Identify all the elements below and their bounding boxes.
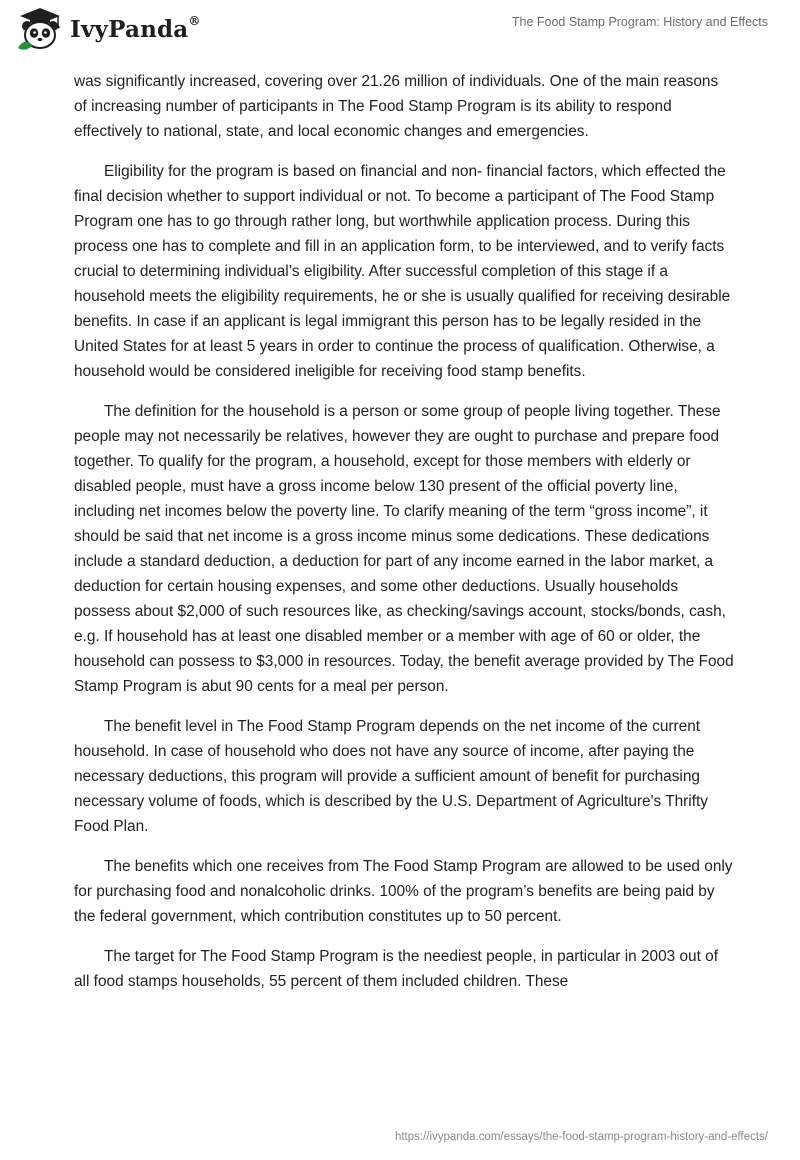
paragraph: Eligibility for the program is based on financial and non- financial factors, which effected the final decision whether to support individual or not. To become a participant of The Food Stamp Program one has to go through rather long, but worthwhile application process. During this process one has to complete and fill in an application form, to be interviewed, and to verify facts crucial to determining individual’s eligibility. After successful completion of this stage if a household meets the eligibility requirements, he or she is usually qualified for receiving desirable benefits. In case if an applicant is legal immigrant this person has to be legally resided in the United States for at least 5 years in order to continue the process of qualification. Otherwise, a household would be considered ineligible for receiving food stamp benefits. (74, 163, 731, 380)
paragraph: The benefit level in The Food Stamp Program depends on the net income of the current household. In case of household who does not have any source of income, after paying the necessary deductions, this program will provide a sufficient amount of benefit for purchasing necessary volume of foods, which is described by the U.S. Department of Agriculture's Thrifty Food Plan. (74, 718, 708, 835)
paragraph: The definition for the household is a person or some group of people living together. These people may not necessarily be relatives, however they are ought to purchase and prepare food together. To qualify for the program, a household, except for those members with elderly or disabled people, must have a gross income below 130 present of the official poverty line, including net incomes below the poverty line. To clarify meaning of the term “gross income”, it should be said that net income is a gross income minus some dedications. These dedications include a standard deduction, a deduction for part of any income earned in the labor market, a deduction for certain housing expenses, and some other deductions. Usually households possess about $2,000 of such resources like, as checking/savings account, stocks/bonds, cash, e.g. If household has at least one disabled member or a member with age of 60 or older, the household can possess to $3,000 in resources. Today, the benefit average provided by The Food Stamp Program is abut 90 cents for a meal per person. (74, 403, 734, 695)
document-title: The Food Stamp Program: History and Effects (511, 15, 768, 29)
essay-body (74, 69, 734, 1009)
paragraph: The benefits which one receives from The Food Stamp Program are allowed to be used only for purchasing food and nonalcoholic drinks. 100% of the program’s benefits are being paid by the federal government, which contribution constitutes up to 50 percent. (74, 858, 733, 925)
brand-name: IvyPanda® (70, 13, 201, 43)
panda-graduate-icon (16, 6, 64, 52)
paragraph: The target for The Food Stamp Program is the neediest people, in particular in 2003 out of all food stamps households, 55 percent of them included children. These (74, 948, 718, 990)
source-url[interactable]: https://ivypanda.com/essays/the-food-stamp-program-history-and-effects/ (394, 1131, 768, 1143)
registered-mark: ® (188, 13, 201, 28)
paragraph: was significantly increased, covering over 21.26 million of individuals. One of the main reasons of increasing number of participants in The Food Stamp Program is its ability to respond effectively to national, state, and local economic changes and emergencies. (74, 73, 719, 140)
page-header (0, 0, 800, 72)
ivypanda-logo[interactable] (16, 6, 201, 52)
